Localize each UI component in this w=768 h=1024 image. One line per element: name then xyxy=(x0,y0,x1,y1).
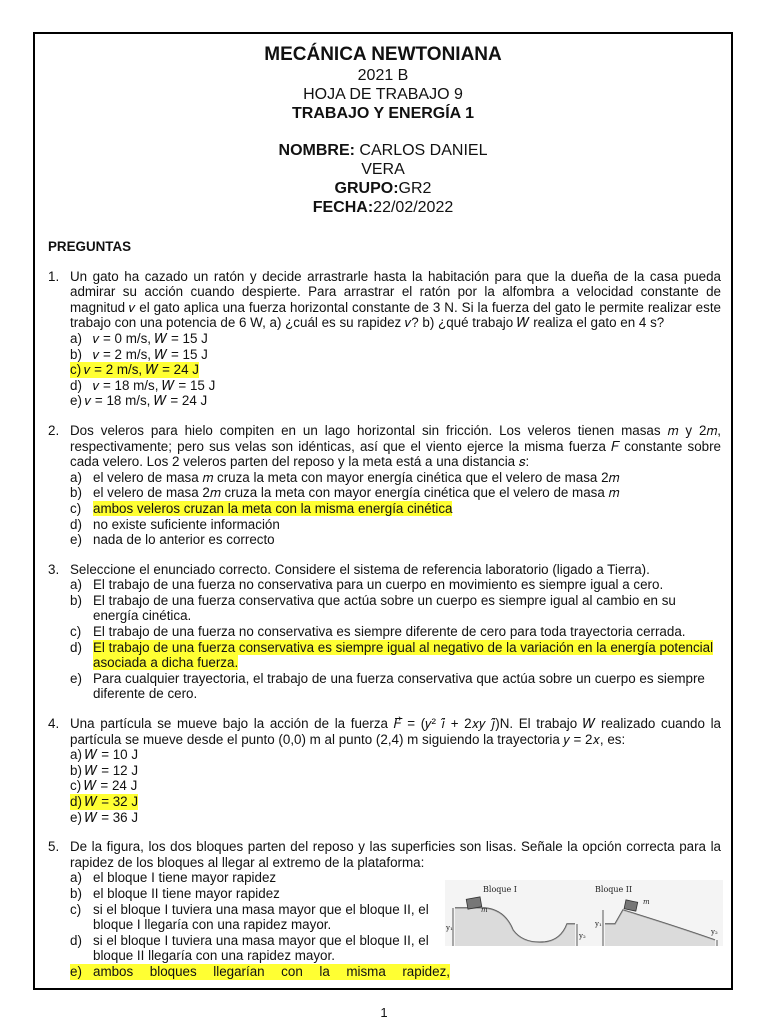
question-number: 5. xyxy=(48,839,60,855)
option-e: e) nada de lo anterior es correcto xyxy=(70,532,275,548)
page-number: 1 xyxy=(380,1005,388,1020)
course-title: MECÁNICA NEWTONIANA xyxy=(264,44,502,65)
name-line xyxy=(35,141,731,160)
label-block-2: Bloque II xyxy=(595,885,633,894)
option-d: d) si el bloque I tuviera una masa mayor que el bloque II, el bloque II llegaría con una rapidez mayor. xyxy=(70,932,429,964)
block-1 xyxy=(466,897,482,909)
option-d-selected: d) El trabajo de una fuerza conservativa es siempre igual al negativo de la variación en la energía potencial asociada a dicha fuerza. xyxy=(70,639,714,671)
questions-section xyxy=(48,239,721,990)
option-a: a) 𝑊 = 10 J xyxy=(70,747,139,763)
question-2 xyxy=(48,423,721,548)
date-line xyxy=(35,198,731,217)
question-3 xyxy=(48,562,721,702)
option-c: c) si el bloque I tuviera una masa mayor que el bloque II, el bloque I llegaría con una rapidez mayor. xyxy=(70,901,429,933)
group-line xyxy=(35,179,731,198)
option-a: a) 𝑣 = 0 m/s, 𝑊 = 15 J xyxy=(70,330,208,346)
option-e: e) 𝑣 = 18 m/s, 𝑊 = 24 J xyxy=(70,393,208,409)
option-c-selected: c) ambos veleros cruzan la meta con la misma energía cinética xyxy=(70,500,453,516)
block-2 xyxy=(624,900,638,911)
label-mass-1: m xyxy=(481,906,488,914)
name-label: NOMBRE: xyxy=(278,142,355,159)
option-d: d) no existe suficiente información xyxy=(70,516,280,532)
question-stem: Seleccione el enunciado correcto. Considere el sistema de referencia laboratorio (ligado a Tierra). xyxy=(70,561,650,577)
question-4 xyxy=(48,716,721,825)
option-a: a) el velero de masa 𝑚 cruza la meta con mayor energía cinética que el velero de masa 2𝑚 xyxy=(70,469,620,485)
blocks-ramp-figure xyxy=(445,880,723,946)
question-stem: Dos veleros para hielo compiten en un lago horizontal sin fricción. Los veleros tienen masas 𝑚 y 2𝑚, respectivamente; pero sus velas son idénticas, así que el viento ejerce la misma fuerza 𝐹 constante sobre cada velero. Los 2 veleros parten del reposo y la meta está a una distancia 𝑠: xyxy=(70,422,721,470)
date-value: 22/02/2022 xyxy=(373,199,454,216)
section-title: PREGUNTAS xyxy=(48,239,132,254)
label-y1: y₁ xyxy=(446,924,453,932)
date-label: FECHA: xyxy=(312,199,374,216)
option-c: c) 𝑊 = 24 J xyxy=(70,778,138,794)
question-number: 2. xyxy=(48,422,60,438)
label-block-1: Bloque I xyxy=(483,885,517,894)
option-c: c) El trabajo de una fuerza no conservativa es siempre diferente de cero para toda trayectoria cerrada. xyxy=(70,624,686,640)
question-stem: De la figura, los dos bloques parten del reposo y las superficies son lisas. Señale la opción correcta para la rapidez de los bloques al llegar al extremo de la plataforma: xyxy=(70,839,721,870)
term: 2021 B xyxy=(357,67,409,84)
label-y2-left: y₂ xyxy=(579,932,586,940)
question-1 xyxy=(48,269,721,409)
question-stem: Una partícula se mueve bajo la acción de la fuerza 𝐹⃗ = (𝑦² 𝑖̂ + 2𝑥𝑦 𝑗̂)N. El trabajo 𝑊 realizado cuando la partícula se mueve desde el punto (0,0) m al punto (2,4) m siguiendo la trayectoria 𝑦 = 2𝑥, es: xyxy=(70,716,721,747)
question-stem: Un gato ha cazado un ratón y decide arrastrarle hasta la habitación para que la dueña de la casa pueda admirar su acción cuando despierte. Para arrastrar el ratón por la alfombra a velocidad constante de magnitud 𝑣 el gato aplica una fuerza horizontal constante de 3 N. Si la fuerza del gato le permite realizar este trabajo con una potencia de 6 W, a) ¿cuál es su rapidez 𝑣? b) ¿qué trabajo 𝑊 realiza el gato en 4 s? xyxy=(70,268,721,331)
question-number: 3. xyxy=(48,561,60,577)
option-a: a) el bloque I tiene mayor rapidez xyxy=(70,870,277,886)
name-value-1: CARLOS DANIEL xyxy=(359,142,488,159)
sheet-title: HOJA DE TRABAJO 9 xyxy=(303,86,463,103)
label-mass-2: m xyxy=(643,898,650,906)
worksheet-page xyxy=(33,32,733,990)
group-label: GRUPO: xyxy=(334,180,399,197)
option-b: b) 𝑊 = 12 J xyxy=(70,762,139,778)
name-value-2: VERA xyxy=(361,161,405,178)
topic-title: TRABAJO Y ENERGÍA 1 xyxy=(292,105,474,122)
option-b: b) el bloque II tiene mayor rapidez xyxy=(70,885,280,901)
option-e-selected: e) ambos bloques llegarían con la misma rapidez, xyxy=(70,963,450,979)
group-value: GR2 xyxy=(398,180,432,197)
option-b: b) El trabajo de una fuerza conservativa que actúa sobre un cuerpo es siempre igual al cambio en su energía cinética. xyxy=(70,592,676,624)
option-e: e) Para cualquier trayectoria, el trabajo de una fuerza conservativa que actúa sobre un cuerpo es siempre diferente de cero. xyxy=(70,670,705,702)
option-e: e) 𝑊 = 36 J xyxy=(70,809,139,825)
question-number: 4. xyxy=(48,716,60,732)
option-b: b) 𝑣 = 2 m/s, 𝑊 = 15 J xyxy=(70,346,208,362)
option-a: a) El trabajo de una fuerza no conservativa para un cuerpo en movimiento es siempre igual a cero. xyxy=(70,577,664,593)
option-b: b) el velero de masa 2𝑚 cruza la meta con mayor energía cinética que el velero de masa 𝑚 xyxy=(70,485,620,501)
label-y2-right: y₂ xyxy=(711,928,718,936)
question-number: 1. xyxy=(48,268,60,284)
document-header xyxy=(35,44,731,217)
label-y1-right: y₁ xyxy=(595,920,602,928)
option-c-selected: c) 𝑣 = 2 m/s, 𝑊 = 24 J xyxy=(70,362,199,378)
option-d: d) 𝑣 = 18 m/s, 𝑊 = 15 J xyxy=(70,377,216,393)
option-d-selected: d) 𝑊 = 32 J xyxy=(70,794,139,809)
